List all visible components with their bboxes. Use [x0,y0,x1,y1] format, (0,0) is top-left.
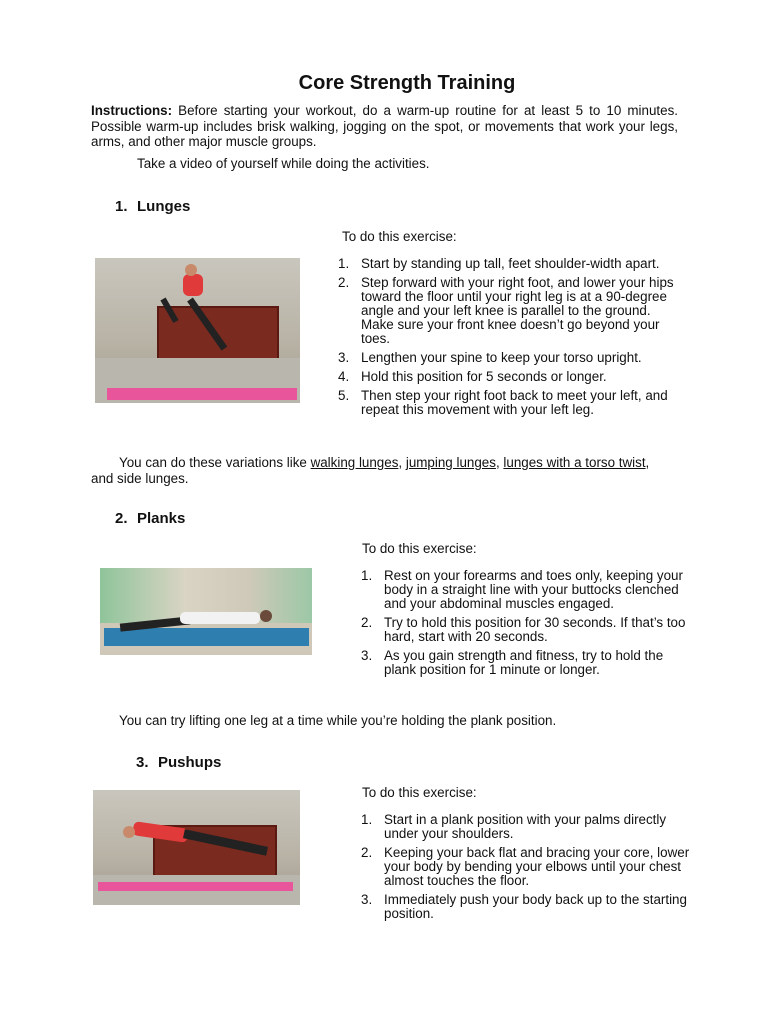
pushups-intro: To do this exercise: [362,785,477,800]
list-item: 3. Lengthen your spine to keep your torso upright. [338,350,642,365]
instructions-paragraph [91,103,678,150]
list-item: 1. Start by standing up tall, feet shoulder-width apart. [338,256,660,271]
planks-steps [361,569,691,682]
list-item: 1. Rest on your forearms and toes only, keeping your body in a straight line with your buttocks clenched and your abdominal muscles engaged. [361,568,683,611]
list-item: 2. Keeping your back flat and bracing your core, lower your body by bending your elbows until your chest almost touches the floor. [361,845,690,888]
video-note: Take a video of yourself while doing the activities. [137,156,430,171]
lunges-steps [338,257,683,422]
link-lunges-torso-twist[interactable]: lunges with a torso twist [503,455,646,470]
list-item: 3. Immediately push your body back up to the starting position. [361,892,687,921]
pushups-image [93,790,300,905]
section-heading-planks: 2. Planks [115,510,186,527]
planks-intro: To do this exercise: [362,541,477,556]
section-heading-pushups: 3. Pushups [136,754,222,771]
list-item: 3. As you gain strength and fitness, try to hold the plank position for 1 minute or longer. [361,648,664,677]
list-item: 1. Start in a plank position with your palms directly under your shoulders. [361,812,667,841]
instructions-text: Before starting your workout, do a warm-up routine for at least 5 to 10 minutes. Possible warm-up includes brisk walking, jogging on the spot, or movements that work your legs, arms, and other major muscle groups. [91,103,678,149]
pushups-steps [361,813,691,926]
lunges-image [95,258,300,403]
link-walking-lunges[interactable]: walking lunges [310,455,399,470]
instructions-label: Instructions: [91,103,173,118]
list-item: 4. Hold this position for 5 seconds or longer. [338,369,607,384]
planks-note: You can try lifting one leg at a time while you’re holding the plank position. [119,713,557,728]
planks-image [100,568,312,655]
list-item: 2. Try to hold this position for 30 seconds. If that’s too hard, start with 20 seconds. [361,615,686,644]
list-item: 5. Then step your right foot back to meet your left, and repeat this movement with your left leg. [338,388,668,417]
list-item: 2. Step forward with your right foot, and lower your hips toward the floor until your right leg is at a 90-degree angle and your left knee is parallel to the ground. Make sure your front knee doesn’t go beyond your toes. [338,275,674,346]
page-title: Core Strength Training [298,72,516,94]
lunges-intro: To do this exercise: [342,229,457,244]
lunges-variations: You can do these variations like walking lunges, jumping lunges, lunges with a torso twist, and side lunges. [91,455,650,486]
section-heading-lunges: 1. Lunges [115,198,191,215]
link-jumping-lunges[interactable]: jumping lunges [405,455,496,470]
